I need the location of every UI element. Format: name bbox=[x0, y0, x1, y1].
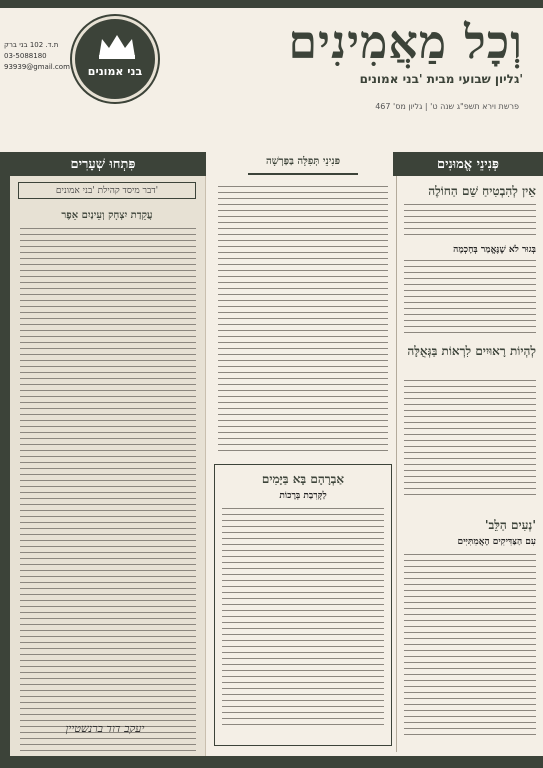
column-divider bbox=[396, 156, 397, 752]
top-bar bbox=[0, 0, 543, 8]
right-article-1-body bbox=[404, 204, 536, 240]
center-box-heading: אַבְרָהָם בָּא בַּיָּמִים bbox=[261, 472, 345, 486]
logo bbox=[72, 16, 158, 102]
right-subheading-3: עִם הַצַּדִּיקִים הָאֲמִתִּיִּים bbox=[457, 537, 536, 547]
logo-text: בני אמונים bbox=[87, 65, 143, 78]
masthead bbox=[193, 14, 523, 86]
left-article-heading: עֲקֵדַת יִצְחָק וְעֵינַיִם אֵפֶר bbox=[61, 210, 153, 221]
right-subheading-1: בְּגוּר לֹא שֶׁנֶּאֱמַר בְּחָכְמָה bbox=[453, 245, 536, 255]
right-section-title: פְּנִינֵי אֱמוּנִים bbox=[437, 157, 499, 172]
center-article-body bbox=[218, 186, 388, 456]
right-article-2-body bbox=[404, 380, 536, 500]
right-heading-2: לְהְיוֹת רָאוּיִים לִרְאוֹת בַּגְּאֻלָּה bbox=[407, 344, 536, 358]
right-heading-1: אֵין לְהִבְטִיחַ שֵׁם הַחוֹלֶה bbox=[428, 184, 536, 198]
right-article-1-body-cont bbox=[404, 260, 536, 338]
masthead-area bbox=[0, 0, 543, 118]
center-title-underline bbox=[248, 173, 358, 175]
masthead-subtitle: גליון שבועי מבית 'בני אמונים' bbox=[359, 72, 523, 86]
contact-email: 93939@gmail.com bbox=[4, 63, 70, 71]
right-heading-3: 'נְעִים הַלֵּב' bbox=[484, 518, 536, 532]
crown-icon bbox=[97, 33, 137, 59]
left-article-body bbox=[20, 228, 196, 762]
left-column-title: פִּתְחוּ שְׁעָרִים bbox=[70, 157, 136, 172]
left-byline: דבר מיסד קהילת 'בני אמונים' bbox=[18, 182, 196, 199]
contact-address: ת.ד. 102 בני ברק bbox=[4, 41, 59, 49]
center-section-title: פּנִינֵי תְּפִלָּה בַּפַּרְשָׁה bbox=[265, 156, 341, 167]
right-article-3-body bbox=[404, 554, 536, 740]
contact-phone: 03-5088180 bbox=[4, 52, 47, 60]
center-box-subheading: לַקְּרִבַת בְּרָכוֹת bbox=[279, 491, 327, 501]
center-box-body bbox=[222, 508, 384, 730]
contact-block bbox=[4, 40, 70, 73]
bottom-bar bbox=[0, 756, 543, 768]
issue-line: פרשת וירא תשפ"ג שנה ט' | גליון מס' 467 bbox=[375, 102, 519, 111]
masthead-title: וְכָל מַאֲמִינִים bbox=[288, 15, 523, 69]
signature: יעקב דוד ברנשטיין bbox=[65, 722, 145, 735]
